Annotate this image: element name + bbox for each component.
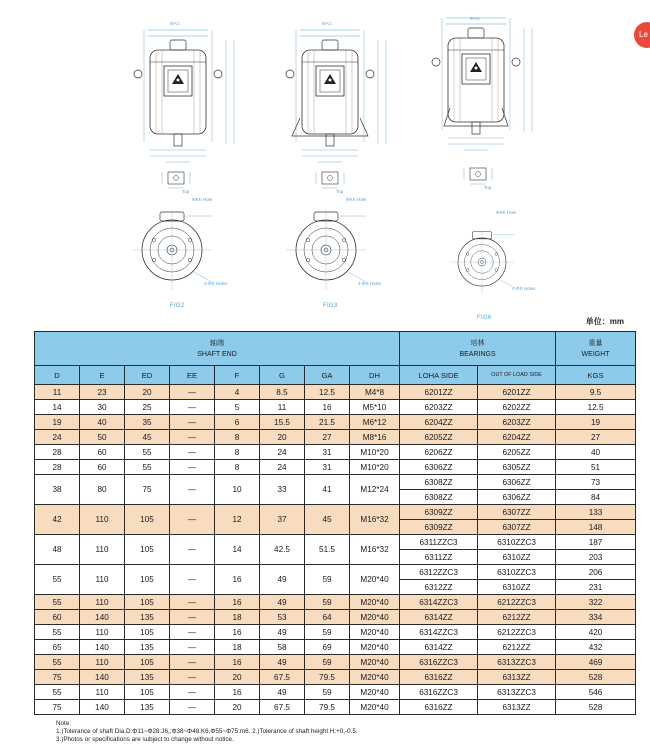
table-cell: 21.5 bbox=[305, 415, 350, 430]
table-cell: 50 bbox=[80, 430, 125, 445]
table-cell: 6201ZZ bbox=[400, 385, 478, 400]
bearings-cn: 培林 bbox=[470, 339, 485, 347]
table-cell: 105 bbox=[125, 685, 170, 700]
col-header-kgs: KGS bbox=[556, 366, 636, 385]
table-cell: 16 bbox=[215, 565, 260, 595]
table-cell: 105 bbox=[125, 565, 170, 595]
table-cell: 528 bbox=[556, 700, 636, 715]
shaft-end-cn: 轴端 bbox=[210, 339, 225, 347]
unit-label: 单位：mm bbox=[585, 317, 624, 326]
table-cell: 528 bbox=[556, 670, 636, 685]
table-cell: — bbox=[170, 670, 215, 685]
spec-table-body bbox=[35, 385, 636, 715]
table-cell: 11 bbox=[35, 385, 80, 400]
table-cell: 42.5 bbox=[260, 535, 305, 565]
table-cell: 14 bbox=[35, 400, 80, 415]
table-row bbox=[35, 415, 636, 430]
table-row bbox=[35, 430, 636, 445]
table-cell: M16*32 bbox=[350, 535, 400, 565]
table-cell: 334 bbox=[556, 610, 636, 625]
table-cell: 20 bbox=[215, 670, 260, 685]
table-cell: 110 bbox=[80, 535, 125, 565]
table-cell: 5 bbox=[215, 400, 260, 415]
table-cell: 105 bbox=[125, 625, 170, 640]
table-cell: 6314ZZC3 bbox=[400, 625, 478, 640]
table-cell: 55 bbox=[35, 625, 80, 640]
dim-label-top-fig3: ΦAC bbox=[322, 21, 332, 26]
bearings-group-header bbox=[400, 332, 556, 366]
weight-en: WEIGHT bbox=[581, 350, 610, 358]
table-cell: 24 bbox=[35, 430, 80, 445]
table-cell: 41 bbox=[305, 475, 350, 505]
table-cell: 59 bbox=[305, 685, 350, 700]
shaft-end-group-header bbox=[35, 332, 400, 366]
table-cell: — bbox=[170, 655, 215, 670]
table-row bbox=[35, 655, 636, 670]
table-cell: 55 bbox=[35, 655, 80, 670]
table-cell: 6310ZZC3 bbox=[478, 535, 556, 550]
table-cell: 16 bbox=[215, 595, 260, 610]
table-cell: 6306ZZ bbox=[478, 475, 556, 490]
table-cell: 6205ZZ bbox=[478, 445, 556, 460]
table-cell: 19 bbox=[556, 415, 636, 430]
table-cell: 12.5 bbox=[305, 385, 350, 400]
table-cell: 4 bbox=[215, 385, 260, 400]
table-cell: 135 bbox=[125, 700, 170, 715]
table-cell: 6 bbox=[215, 415, 260, 430]
table-cell: 16 bbox=[215, 625, 260, 640]
column-header-row bbox=[35, 366, 636, 385]
table-cell: 73 bbox=[556, 475, 636, 490]
table-cell: M12*24 bbox=[350, 475, 400, 505]
table-cell: 42 bbox=[35, 505, 80, 535]
table-cell: 20 bbox=[125, 385, 170, 400]
table-cell: 105 bbox=[125, 595, 170, 610]
table-row bbox=[35, 670, 636, 685]
col-header-dh: DH bbox=[350, 366, 400, 385]
table-cell: 69 bbox=[305, 640, 350, 655]
table-cell: — bbox=[170, 415, 215, 430]
table-cell: 60 bbox=[80, 445, 125, 460]
table-cell: 6212ZZ bbox=[478, 640, 556, 655]
table-cell: 6311ZZC3 bbox=[400, 535, 478, 550]
table-cell: 28 bbox=[35, 445, 80, 460]
table-cell: 6212ZZC3 bbox=[478, 625, 556, 640]
table-cell: 231 bbox=[556, 580, 636, 595]
table-cell: 20 bbox=[215, 700, 260, 715]
table-row bbox=[35, 700, 636, 715]
table-cell: — bbox=[170, 460, 215, 475]
table-cell: 11 bbox=[260, 400, 305, 415]
table-cell: 38 bbox=[35, 475, 80, 505]
table-cell: 59 bbox=[305, 595, 350, 610]
table-cell: 37 bbox=[260, 505, 305, 535]
weight-group-header bbox=[556, 332, 636, 366]
table-cell: 6204ZZ bbox=[400, 415, 478, 430]
col-header-g: G bbox=[260, 366, 305, 385]
table-cell: M4*8 bbox=[350, 385, 400, 400]
col-header-e: E bbox=[80, 366, 125, 385]
table-row bbox=[35, 505, 636, 520]
table-cell: 18 bbox=[215, 640, 260, 655]
table-cell: 6310ZZC3 bbox=[478, 565, 556, 580]
fig-label-fig6: FIG6 bbox=[477, 315, 492, 321]
table-row bbox=[35, 625, 636, 640]
table-cell: 64 bbox=[305, 610, 350, 625]
table-cell: M8*16 bbox=[350, 430, 400, 445]
table-row bbox=[35, 535, 636, 550]
table-row bbox=[35, 475, 636, 490]
table-cell: M20*40 bbox=[350, 700, 400, 715]
table-cell: 49 bbox=[260, 595, 305, 610]
table-cell: 6203ZZ bbox=[478, 415, 556, 430]
table-cell: 51 bbox=[556, 460, 636, 475]
table-cell: 6205ZZ bbox=[400, 430, 478, 445]
table-cell: 49 bbox=[260, 655, 305, 670]
table-cell: 105 bbox=[125, 535, 170, 565]
table-cell: 10 bbox=[215, 475, 260, 505]
dim-label-top-fig6: ΦAC bbox=[470, 16, 480, 21]
table-cell: 12.5 bbox=[556, 400, 636, 415]
table-cell: 9.5 bbox=[556, 385, 636, 400]
table-cell: M10*20 bbox=[350, 460, 400, 475]
table-cell: M20*40 bbox=[350, 595, 400, 610]
table-row bbox=[35, 400, 636, 415]
table-cell: 148 bbox=[556, 520, 636, 535]
table-cell: 110 bbox=[80, 595, 125, 610]
table-cell: 6306ZZ bbox=[478, 490, 556, 505]
table-cell: 31 bbox=[305, 445, 350, 460]
table-cell: 6309ZZ bbox=[400, 505, 478, 520]
table-cell: M20*40 bbox=[350, 640, 400, 655]
table-cell: 6204ZZ bbox=[478, 430, 556, 445]
table-cell: — bbox=[170, 625, 215, 640]
table-cell: — bbox=[170, 610, 215, 625]
table-cell: 49 bbox=[260, 685, 305, 700]
table-cell: 19 bbox=[35, 415, 80, 430]
table-cell: 28 bbox=[35, 460, 80, 475]
table-cell: 140 bbox=[80, 610, 125, 625]
table-cell: 140 bbox=[80, 700, 125, 715]
table-cell: 6313ZZC3 bbox=[478, 685, 556, 700]
table-cell: 6310ZZ bbox=[478, 580, 556, 595]
table-cell: 27 bbox=[305, 430, 350, 445]
table-cell: 67.5 bbox=[260, 700, 305, 715]
table-cell: 75 bbox=[35, 700, 80, 715]
table-cell: 105 bbox=[125, 655, 170, 670]
table-cell: 30 bbox=[80, 400, 125, 415]
table-cell: — bbox=[170, 400, 215, 415]
table-cell: 27 bbox=[556, 430, 636, 445]
table-cell: 135 bbox=[125, 640, 170, 655]
table-cell: 135 bbox=[125, 610, 170, 625]
table-cell: 33 bbox=[260, 475, 305, 505]
table-cell: 45 bbox=[305, 505, 350, 535]
dim-label-top-view-fig6: Top bbox=[484, 185, 492, 190]
table-cell: 206 bbox=[556, 565, 636, 580]
table-cell: 6316ZZ bbox=[400, 700, 478, 715]
table-cell: 6312ZZC3 bbox=[400, 565, 478, 580]
table-cell: 110 bbox=[80, 505, 125, 535]
table-cell: M20*40 bbox=[350, 655, 400, 670]
table-cell: 6316ZZC3 bbox=[400, 685, 478, 700]
table-cell: 6314ZZC3 bbox=[400, 595, 478, 610]
col-header-load-side: LOHA SIDE bbox=[400, 366, 478, 385]
table-cell: 20 bbox=[260, 430, 305, 445]
corner-badge-button[interactable]: Le bbox=[634, 22, 650, 48]
dim-label-top-view-fig3: Top bbox=[336, 189, 344, 194]
table-cell: 6311ZZ bbox=[400, 550, 478, 565]
table-row bbox=[35, 640, 636, 655]
table-cell: M16*32 bbox=[350, 505, 400, 535]
table-cell: 40 bbox=[556, 445, 636, 460]
table-cell: 60 bbox=[35, 610, 80, 625]
dim-label-hole-fig3: ΦKK Hole bbox=[346, 197, 367, 202]
table-cell: M20*40 bbox=[350, 610, 400, 625]
table-cell: 67.5 bbox=[260, 670, 305, 685]
table-cell: M5*10 bbox=[350, 400, 400, 415]
notes-block bbox=[56, 720, 358, 744]
table-cell: 6201ZZ bbox=[478, 385, 556, 400]
table-cell: 59 bbox=[305, 565, 350, 595]
table-cell: — bbox=[170, 445, 215, 460]
table-row bbox=[35, 610, 636, 625]
table-cell: — bbox=[170, 430, 215, 445]
table-cell: 6308ZZ bbox=[400, 475, 478, 490]
table-cell: 65 bbox=[35, 640, 80, 655]
dim-label-hole-fig2: ΦKK Hole bbox=[192, 197, 213, 202]
table-cell: M10*20 bbox=[350, 445, 400, 460]
table-cell: 135 bbox=[125, 670, 170, 685]
table-cell: 79.5 bbox=[305, 700, 350, 715]
table-cell: 322 bbox=[556, 595, 636, 610]
table-cell: 6310ZZ bbox=[478, 550, 556, 565]
table-cell: — bbox=[170, 595, 215, 610]
table-row bbox=[35, 445, 636, 460]
table-cell: 140 bbox=[80, 670, 125, 685]
col-header-out-of-load-side: OUT OF LOAD SIDE bbox=[478, 366, 556, 385]
table-cell: 8 bbox=[215, 460, 260, 475]
table-cell: 18 bbox=[215, 610, 260, 625]
table-cell: 6312ZZ bbox=[400, 580, 478, 595]
table-cell: 6314ZZ bbox=[400, 610, 478, 625]
table-cell: M20*40 bbox=[350, 565, 400, 595]
table-cell: 55 bbox=[35, 595, 80, 610]
table-cell: 14 bbox=[215, 535, 260, 565]
table-cell: — bbox=[170, 640, 215, 655]
notes-heading: Note: bbox=[56, 720, 72, 727]
table-cell: 35 bbox=[125, 415, 170, 430]
table-cell: 45 bbox=[125, 430, 170, 445]
table-cell: — bbox=[170, 535, 215, 565]
table-cell: M20*40 bbox=[350, 625, 400, 640]
table-cell: 6212ZZC3 bbox=[478, 595, 556, 610]
col-header-ed: ED bbox=[125, 366, 170, 385]
table-row bbox=[35, 565, 636, 580]
table-cell: 84 bbox=[556, 490, 636, 505]
col-header-d: D bbox=[35, 366, 80, 385]
table-cell: 420 bbox=[556, 625, 636, 640]
table-cell: — bbox=[170, 385, 215, 400]
col-header-f: F bbox=[215, 366, 260, 385]
table-cell: 105 bbox=[125, 505, 170, 535]
col-header-ee: EE bbox=[170, 366, 215, 385]
table-cell: 8 bbox=[215, 430, 260, 445]
table-cell: 59 bbox=[305, 625, 350, 640]
table-cell: 31 bbox=[305, 460, 350, 475]
weight-cn: 重量 bbox=[588, 339, 603, 347]
motor-drawings-svg bbox=[0, 0, 650, 325]
dim-label-hole-fig6: ΦKK Hole bbox=[496, 210, 517, 215]
table-cell: 110 bbox=[80, 625, 125, 640]
table-cell: 12 bbox=[215, 505, 260, 535]
table-cell: 6309ZZ bbox=[400, 520, 478, 535]
table-cell: 55 bbox=[35, 685, 80, 700]
table-cell: 55 bbox=[35, 565, 80, 595]
dim-label-top-view-fig2: Top bbox=[182, 189, 190, 194]
table-cell: 48 bbox=[35, 535, 80, 565]
table-cell: 80 bbox=[80, 475, 125, 505]
technical-drawings bbox=[0, 0, 650, 325]
table-cell: 25 bbox=[125, 400, 170, 415]
table-cell: 79.5 bbox=[305, 670, 350, 685]
table-cell: 8 bbox=[215, 445, 260, 460]
dim-label-top-fig2: ΦAC bbox=[170, 21, 180, 26]
table-cell: 6202ZZ bbox=[478, 400, 556, 415]
table-cell: 6316ZZ bbox=[400, 670, 478, 685]
table-cell: 6314ZZ bbox=[400, 640, 478, 655]
table-cell: 60 bbox=[80, 460, 125, 475]
table-cell: 546 bbox=[556, 685, 636, 700]
table-cell: 6307ZZ bbox=[478, 505, 556, 520]
table-cell: — bbox=[170, 475, 215, 505]
table-cell: 6307ZZ bbox=[478, 520, 556, 535]
table-cell: 110 bbox=[80, 565, 125, 595]
table-cell: — bbox=[170, 685, 215, 700]
table-cell: 6306ZZ bbox=[400, 460, 478, 475]
table-cell: 8.5 bbox=[260, 385, 305, 400]
table-cell: 6313ZZ bbox=[478, 670, 556, 685]
table-cell: 58 bbox=[260, 640, 305, 655]
table-row bbox=[35, 460, 636, 475]
table-cell: 6206ZZ bbox=[400, 445, 478, 460]
table-cell: 23 bbox=[80, 385, 125, 400]
table-cell: 133 bbox=[556, 505, 636, 520]
table-row bbox=[35, 385, 636, 400]
table-cell: 53 bbox=[260, 610, 305, 625]
table-cell: 16 bbox=[305, 400, 350, 415]
dim-label-holes-fig2: 4-ΦS Holes bbox=[204, 281, 228, 286]
table-cell: 24 bbox=[260, 445, 305, 460]
shaft-end-en: SHAFT END bbox=[197, 350, 237, 358]
table-cell: M20*40 bbox=[350, 670, 400, 685]
table-cell: — bbox=[170, 700, 215, 715]
table-cell: 6308ZZ bbox=[400, 490, 478, 505]
col-header-ga: GA bbox=[305, 366, 350, 385]
table-cell: 110 bbox=[80, 685, 125, 700]
fig-label-fig2: FIG2 bbox=[170, 303, 185, 309]
spec-table bbox=[34, 331, 636, 715]
table-cell: 469 bbox=[556, 655, 636, 670]
group-header-row bbox=[35, 332, 636, 366]
dim-label-holes-fig6: 4-ΦS Holes bbox=[512, 286, 536, 291]
table-cell: M6*12 bbox=[350, 415, 400, 430]
table-cell: 75 bbox=[125, 475, 170, 505]
table-cell: 6313ZZ bbox=[478, 700, 556, 715]
table-cell: 203 bbox=[556, 550, 636, 565]
table-row bbox=[35, 685, 636, 700]
table-cell: 24 bbox=[260, 460, 305, 475]
table-cell: 187 bbox=[556, 535, 636, 550]
table-cell: 49 bbox=[260, 625, 305, 640]
table-cell: — bbox=[170, 505, 215, 535]
table-cell: 55 bbox=[125, 445, 170, 460]
table-row bbox=[35, 595, 636, 610]
table-cell: 75 bbox=[35, 670, 80, 685]
table-cell: 49 bbox=[260, 565, 305, 595]
table-cell: 6305ZZ bbox=[478, 460, 556, 475]
table-cell: 110 bbox=[80, 655, 125, 670]
table-cell: — bbox=[170, 565, 215, 595]
table-cell: 16 bbox=[215, 655, 260, 670]
table-cell: 55 bbox=[125, 460, 170, 475]
table-cell: 15.5 bbox=[260, 415, 305, 430]
table-cell: 6212ZZ bbox=[478, 610, 556, 625]
table-cell: 51.5 bbox=[305, 535, 350, 565]
table-cell: 6316ZZC3 bbox=[400, 655, 478, 670]
fig-label-fig3: FIG3 bbox=[323, 303, 338, 309]
note-line-1: 1.)Tolerance of shaft Dia.D:Φ11~Φ28:J6,;Φ38~Φ48:K6,Φ55~Φ75:m6. 2.)Tolerance of shaft height H:+0,-0.5. bbox=[56, 728, 358, 735]
table-cell: 140 bbox=[80, 640, 125, 655]
dim-label-holes-fig3: 4-ΦS Holes bbox=[358, 281, 382, 286]
table-cell: 6203ZZ bbox=[400, 400, 478, 415]
table-cell: 59 bbox=[305, 655, 350, 670]
table-cell: 6313ZZC3 bbox=[478, 655, 556, 670]
table-cell: 16 bbox=[215, 685, 260, 700]
bearings-en: BEARINGS bbox=[459, 350, 496, 358]
table-cell: M20*40 bbox=[350, 685, 400, 700]
table-cell: 40 bbox=[80, 415, 125, 430]
table-cell: 432 bbox=[556, 640, 636, 655]
note-line-2: 3.)Photos or specifications are subject to change without notice. bbox=[56, 736, 234, 743]
